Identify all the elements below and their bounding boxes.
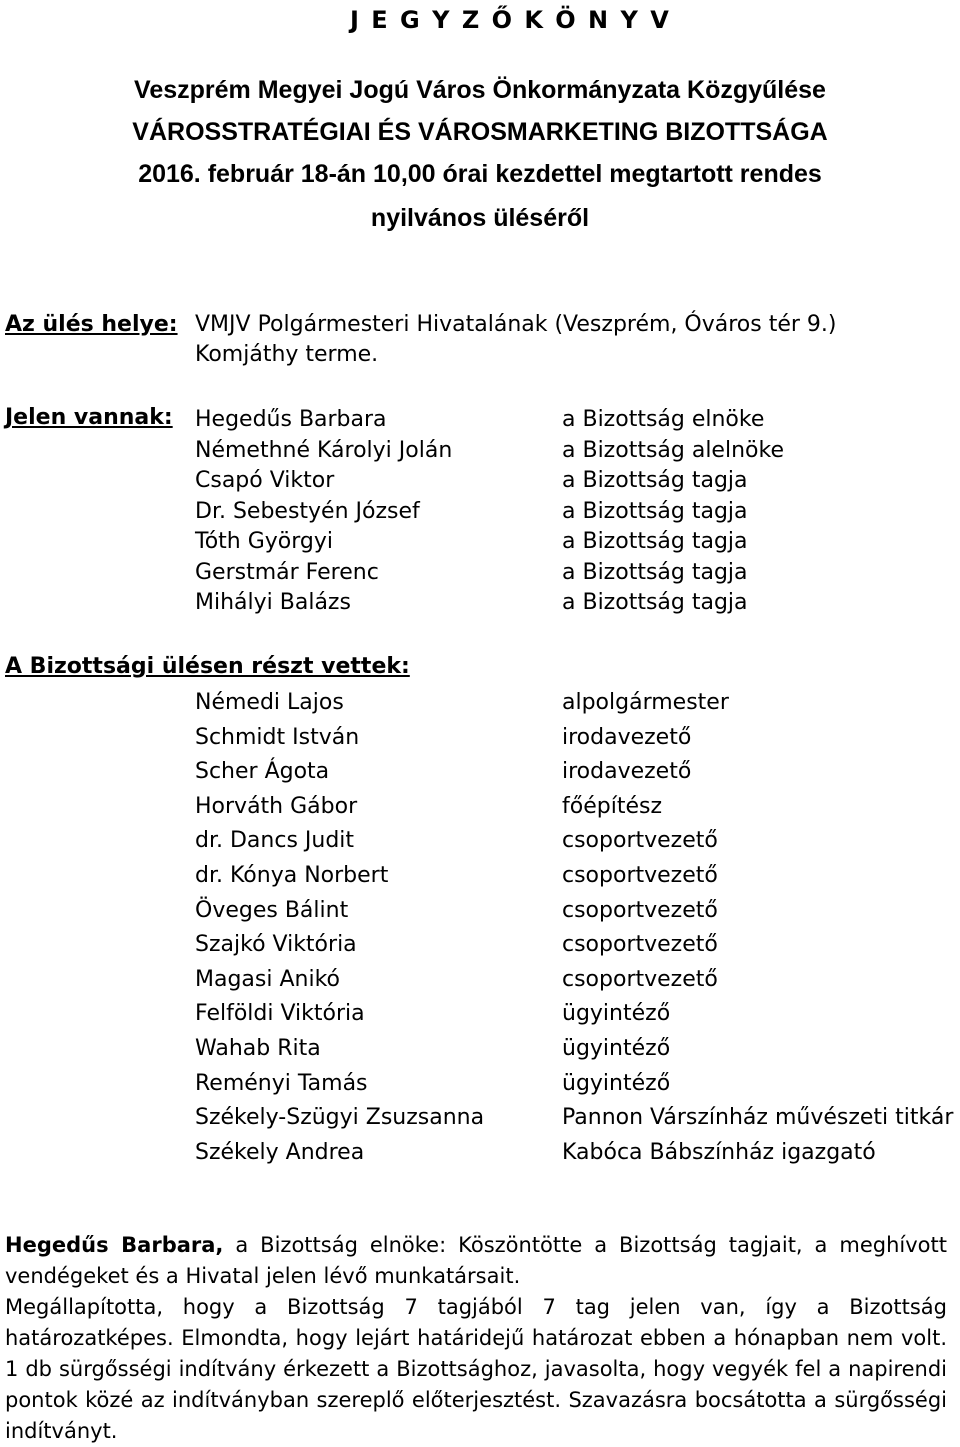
member-name: Dr. Sebestyén József — [195, 498, 420, 524]
member-role: a Bizottság elnöke — [562, 407, 765, 432]
guest-role: ügyintéző — [562, 1035, 671, 1061]
member-name: Hegedűs Barbara — [195, 407, 387, 432]
guest-role: csoportvezető — [562, 828, 718, 854]
header-line-2: VÁROSSTRATÉGIAI ÉS VÁROSMARKETING BIZOTTSÁGA — [132, 118, 828, 146]
guests-label: A Bizottsági ülésen részt vettek: — [5, 654, 410, 679]
guest-name: Magasi Anikó — [195, 966, 340, 992]
guest-name: Felföldi Viktória — [195, 1001, 365, 1027]
member-name: Tóth Györgyi — [195, 529, 334, 554]
guest-name: Scher Ágota — [195, 759, 330, 785]
member-name: Némethné Károlyi Jolán — [195, 437, 453, 463]
paragraph-1 — [5, 1230, 947, 1292]
guest-name: Schmidt István — [195, 724, 360, 750]
document-title: J E G Y Z Ő K Ö N Y V — [350, 6, 671, 34]
member-name: Mihályi Balázs — [195, 590, 351, 615]
guest-roles-list — [562, 686, 953, 1170]
paragraph-1-text: a Bizottság elnöke: Köszöntötte a Bizottság tagjait, a meghívott vendégeket és a Hivatal jelen lévő munkatársait. — [5, 1233, 947, 1288]
location-line-2: Komjáthy terme. — [195, 342, 379, 367]
guest-role: ügyintéző — [562, 1070, 671, 1096]
guest-role: csoportvezető — [562, 932, 718, 958]
member-role: a Bizottság tagja — [562, 529, 748, 554]
location-line-1: VMJV Polgármesteri Hivatalának (Veszprém, Óváros tér 9.) — [195, 312, 837, 337]
guest-role: csoportvezető — [562, 966, 718, 992]
guest-name: Wahab Rita — [195, 1035, 321, 1061]
guest-role: irodavezető — [562, 759, 692, 785]
guest-name: dr. Kónya Norbert — [195, 862, 389, 888]
speaker-name: Hegedűs Barbara, — [5, 1233, 224, 1257]
location-label: Az ülés helye: — [5, 312, 178, 337]
paragraph-2: Megállapította, hogy a Bizottság 7 tagjából 7 tag jelen van, így a Bizottság határozatképes. Elmondta, hogy lejárt határidejű határozat ebben a hónapban nem volt. 1 db sürgősségi indítvány érkezett a Bizottsághoz, javasolta, hogy vegyék fel a napirendi pontok közé az indítványban szereplő előterjesztést. Szavazásra bocsátotta a sürgősségi indítványt. — [5, 1295, 947, 1443]
member-role: a Bizottság tagja — [562, 468, 748, 493]
guest-name: dr. Dancs Judit — [195, 828, 355, 854]
guest-name: Reményi Tamás — [195, 1070, 368, 1096]
guest-name: Horváth Gábor — [195, 793, 358, 819]
member-role: a Bizottság tagja — [562, 590, 748, 615]
header-line-4: nyilvános üléséről — [370, 204, 590, 232]
guest-role: csoportvezető — [562, 862, 718, 888]
member-name: Csapó Viktor — [195, 468, 335, 493]
header-line-1: Veszprém Megyei Jogú Város Önkormányzata Közgyűlése — [134, 76, 826, 104]
guest-name: Székely-Szügyi Zsuzsanna — [195, 1105, 485, 1131]
guest-role: főépítész — [562, 793, 662, 819]
guest-role: Kabóca Bábszínház igazgató — [562, 1139, 876, 1165]
member-name: Gerstmár Ferenc — [195, 559, 379, 585]
member-role: a Bizottság tagja — [562, 498, 748, 524]
guest-role: ügyintéző — [562, 1001, 671, 1027]
guest-names-list — [195, 686, 484, 1170]
guest-name: Öveges Bálint — [195, 897, 349, 923]
present-label: Jelen vannak: — [5, 405, 173, 430]
member-role: a Bizottság alelnöke — [562, 437, 784, 463]
present-roles-list — [562, 405, 784, 619]
header-line-3: 2016. február 18-án 10,00 órai kezdettel megtartott rendes — [138, 160, 822, 188]
guest-name: Székely Andrea — [195, 1139, 365, 1165]
guest-role: csoportvezető — [562, 897, 718, 923]
guest-role: Pannon Várszínház művészeti titkár — [562, 1105, 954, 1131]
present-names-list — [195, 405, 452, 619]
guest-role: alpolgármester — [562, 690, 729, 715]
member-role: a Bizottság tagja — [562, 559, 748, 585]
guest-role: irodavezető — [562, 724, 692, 750]
guest-name: Némedi Lajos — [195, 690, 344, 715]
guest-name: Szajkó Viktória — [195, 932, 357, 958]
